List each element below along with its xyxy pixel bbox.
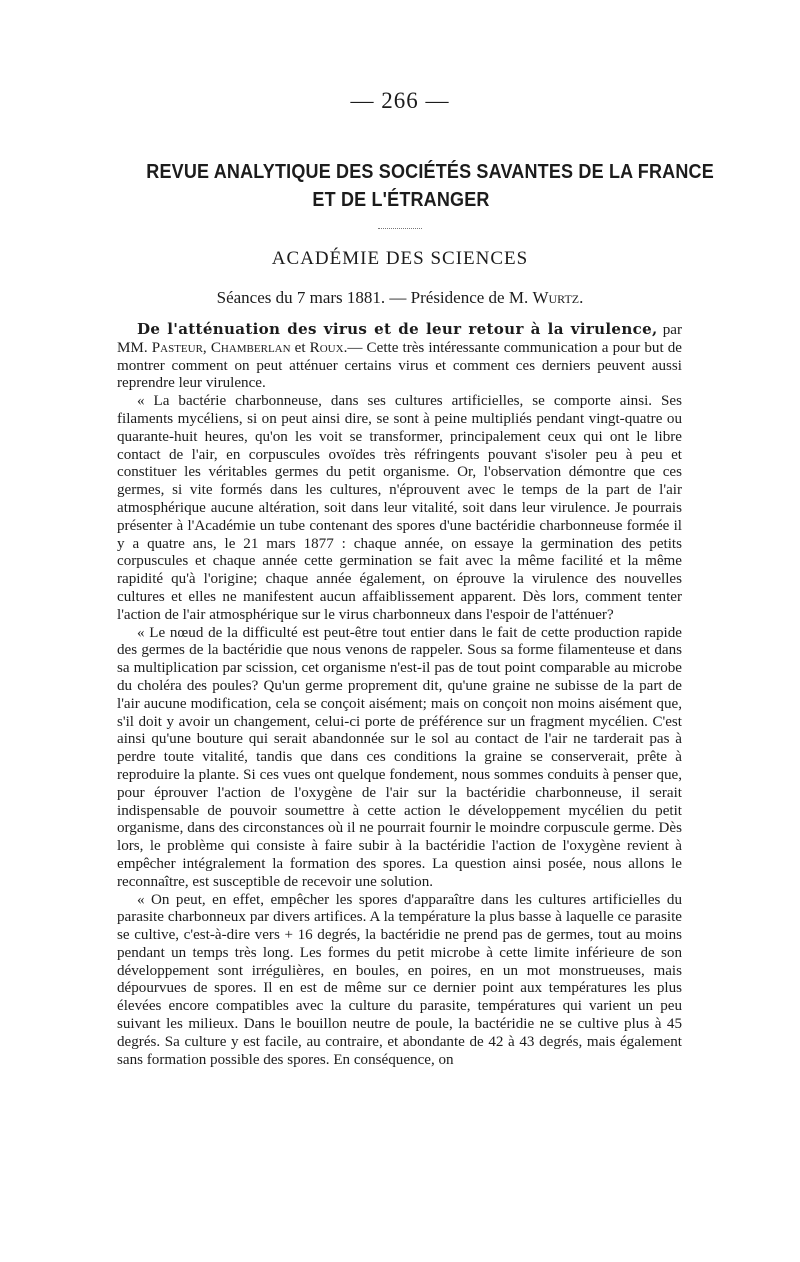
author-name: Chamberlan bbox=[210, 339, 291, 356]
author-separator: et bbox=[290, 339, 310, 356]
session-line bbox=[0, 288, 800, 308]
page-number: — 266 — bbox=[350, 88, 450, 113]
section-heading: ACADÉMIE DES SCIENCES bbox=[271, 248, 529, 269]
body-paragraph: « Le nœud de la difficulté est peut-être tout entier dans le fait de cette production rapide des germes de la bactéridie que nous venons de rappeler. Sous sa forme filamenteuse et dans sa multiplication par scission, cet organisme n'est-il pas de tout point comparable au microbe du choléra des poules? Qu'un germe proprement dit, qu'une graine ne subisse de la part de l'air aucune modification, cela se conçoit aisément; mais on conçoit non moins aisément que, s'il doit y avoir un changement, celui-ci porte de préférence sur un fragment mycélien. C'est ainsi qu'une bouture qui serait abandonnée sur le sol au contact de l'air ne tarderait pas à perdre toute vitalité, tandis que dans ces conditions la graine se conserverait, prête à reproduire la plante. Si ces vues ont quelque fondement, nous sommes conduits à penser que, pour éprouver l'action de l'oxygène de l'air sur la bactéridie charbonneuse, il serait indispensable de pouvoir soumettre à cette action le développement mycélien du petit organisme, dans des circonstances où il ne pourrait fournir le moindre corpuscule germe. Dès lors, le problème qui consiste à faire subir à la bactéridie l'action de l'oxygène revient à empêcher intégralement la formation des spores. La question ainsi posée, nous allons le reconnaître, est susceptible de recevoir une solution. bbox=[117, 624, 682, 890]
journal-title-line-1: REVUE ANALYTIQUE DES SOCIÉTÉS SAVANTES DE LA FRANCE bbox=[146, 161, 714, 183]
author-separator: , bbox=[202, 339, 211, 356]
journal-title bbox=[146, 158, 714, 214]
article-intro-paragraph bbox=[117, 321, 682, 393]
article-title: De l'atténuation des virus et de leur retour à la virulence, bbox=[137, 320, 658, 338]
article-body bbox=[117, 321, 682, 1069]
president-name: Wurtz. bbox=[532, 288, 584, 307]
author-name: Roux bbox=[309, 339, 344, 356]
author-name: Pasteur bbox=[151, 339, 203, 356]
session-text: Séances du 7 mars 1881. — Présidence de M. bbox=[216, 288, 533, 307]
body-paragraph: « On peut, en effet, empêcher les spores d'apparaître dans les cultures artificielles du parasite charbonneux par divers artifices. A la température la plus basse à laquelle ce parasite se cultive, c'est-à-dire vers + 16 degrés, la bactéridie ne prend pas de germes, tout au moins pendant un temps très long. Les formes du petit microbe à cette limite inférieure de son développement sont irrégulières, en boules, en poires, en un mot monstrueuses, mais dépourvues de spores. Il en est de même sur ce dernier point aux températures les plus élevées encore compatibles avec la culture du parasite, températures qui varient un peu suivant les milieux. Dans le bouillon neutre de poule, la bactéridie ne se cultive plus à 45 degrés. Sa culture y est facile, au contraire, et abondante de 42 à 43 degrés, mais également sans formation possible des spores. En conséquence, on bbox=[117, 891, 682, 1068]
intro-text: .— Cette très intéressante communication a pour but de montrer comment on peut atténuer certains virus et comment ces derniers peuvent aussi reprendre leur virulence. bbox=[117, 339, 682, 392]
journal-title-line-2: ET DE L'ÉTRANGER bbox=[312, 189, 490, 211]
byline-prefix: par MM. bbox=[117, 322, 682, 356]
decorative-rule bbox=[378, 228, 422, 230]
body-paragraph: « La bactérie charbonneuse, dans ses cultures artificielles, se comporte ainsi. Ses filaments mycéliens, si on peut ainsi dire, se sont à peine multipliés pendant vingt-quatre ou quarante-huit heures, qu'on les voit se transformer, principalement ceux qui ont le libre contact de l'air, en corpuscules ovoïdes très réfringents pouvant s'isoler peu à peu et constituer les véritables germes du petit organisme. Or, l'observation démontre que ces germes, si vite formés dans les cultures, n'éprouvent avec le temps de la part de l'air atmosphérique aucune altération, soit dans leur vitalité, soit dans leur virulence. Je pourrais présenter à l'Académie un tube contenant des spores d'une bactéridie charbonneuse formée il y a quatre ans, le 21 mars 1877 : chaque année, on essaye la germination des petits corpuscules et chaque année cette germination se fait avec la même facilité et la même rapidité qu'à l'origine; chaque année également, on éprouve la virulence des nouvelles cultures et elles ne manifestent aucun affaiblissement apparent. Dès lors, comment tenter l'action de l'air atmosphérique sur le virus charbonneux dans l'espoir de l'atténuer? bbox=[117, 393, 682, 623]
